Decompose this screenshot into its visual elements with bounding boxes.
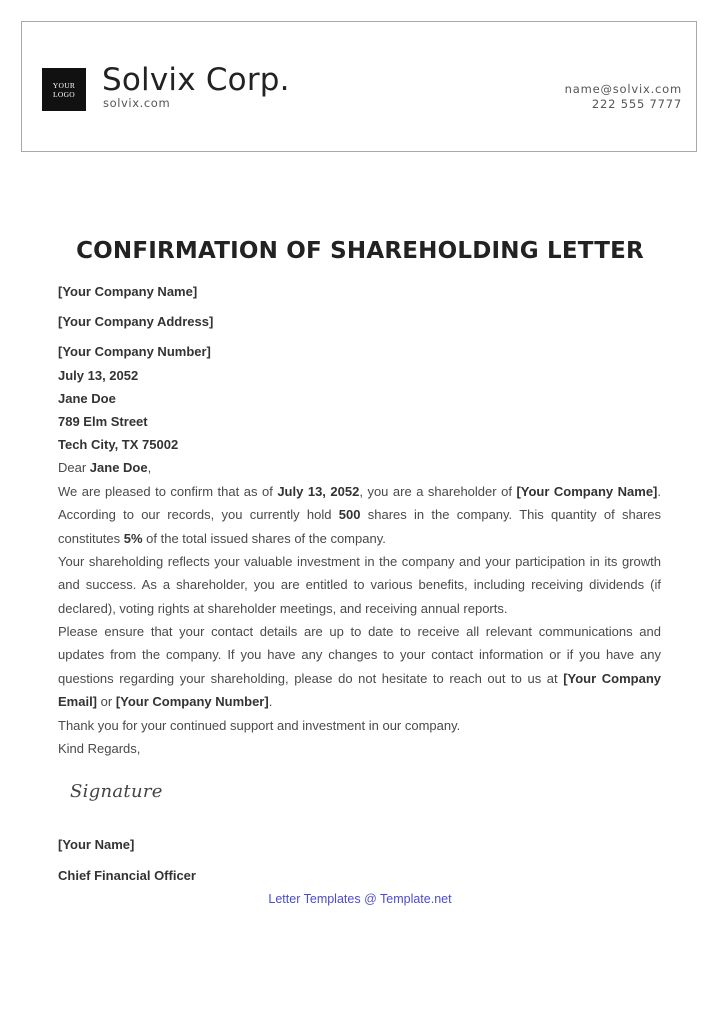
p1-text-b: , you are a shareholder of <box>359 484 517 499</box>
p1-text-c: . According to our records, you currently hold <box>58 484 662 523</box>
closing: Kind Regards, <box>58 741 141 756</box>
salutation-prefix: Dear <box>58 460 90 475</box>
body-paragraph-2: Your shareholding reflects your valuable investment in the company and your participation in its growth and success. As a shareholder, you are entitled to various benefits, including receiving dividends (if declared), voting rights at shareholder meetings, and receiving annual reports. <box>58 554 661 616</box>
recipient-street: 789 Elm Street <box>58 414 148 429</box>
p1-date: July 13, 2052 <box>277 484 360 499</box>
p3-or: or <box>97 693 116 709</box>
p1-text-e: of the total issued shares of the company. <box>142 530 386 546</box>
signer-title: Chief Financial Officer <box>58 868 196 883</box>
sender-company-name: [Your Company Name] <box>58 284 198 299</box>
salutation-suffix: , <box>147 460 152 475</box>
company-website: solvix.com <box>103 96 171 110</box>
footer-at: @ <box>360 892 381 906</box>
salutation <box>58 456 661 479</box>
recipient-name: Jane Doe <box>58 391 116 406</box>
contact-info <box>565 82 682 112</box>
template-net-link[interactable]: Template.net <box>380 892 452 906</box>
p3-email: [Your Company Email] <box>58 670 661 709</box>
p3-number: [Your Company Number] <box>115 693 269 709</box>
contact-email: name@solvix.com <box>564 82 682 96</box>
logo-text: YOUR LOGO <box>52 80 76 99</box>
p3-end: . <box>268 693 273 709</box>
salutation-name: Jane Doe <box>89 460 148 475</box>
letter-title: CONFIRMATION OF SHAREHOLDING LETTER <box>76 238 644 264</box>
p1-percent: 5% <box>123 530 143 546</box>
company-logo <box>42 68 86 111</box>
p1-text-a: We are pleased to confirm that as of <box>58 484 278 499</box>
company-name: Solvix Corp. <box>102 62 290 98</box>
body-paragraph-1 <box>58 480 661 550</box>
letter-date: July 13, 2052 <box>58 368 139 383</box>
signer-name: [Your Name] <box>58 837 135 852</box>
sender-company-address: [Your Company Address] <box>58 314 214 329</box>
body-paragraph-4: Thank you for your continued support and investment in our company. <box>58 718 461 733</box>
letterhead <box>21 21 697 152</box>
footer-attribution <box>0 892 720 906</box>
p3-text: Please ensure that your contact details are up to date to receive all relevant communications and updates from the company. If you have any changes to your contact information or if you have any questions regarding your shareholding, please do not hesitate to reach out to us at <box>58 624 661 686</box>
signature: Signature <box>70 781 163 802</box>
p1-company: [Your Company Name] <box>516 484 658 499</box>
body-paragraph-3 <box>58 620 661 713</box>
letter-templates-link[interactable]: Letter Templates <box>268 892 361 906</box>
p1-text-d: shares in the company. This quantity of shares constitutes <box>58 507 662 546</box>
recipient-city: Tech City, TX 75002 <box>58 437 179 452</box>
sender-company-number: [Your Company Number] <box>58 344 211 359</box>
contact-phone: 222 555 7777 <box>591 97 682 111</box>
p1-shares: 500 <box>338 507 361 523</box>
